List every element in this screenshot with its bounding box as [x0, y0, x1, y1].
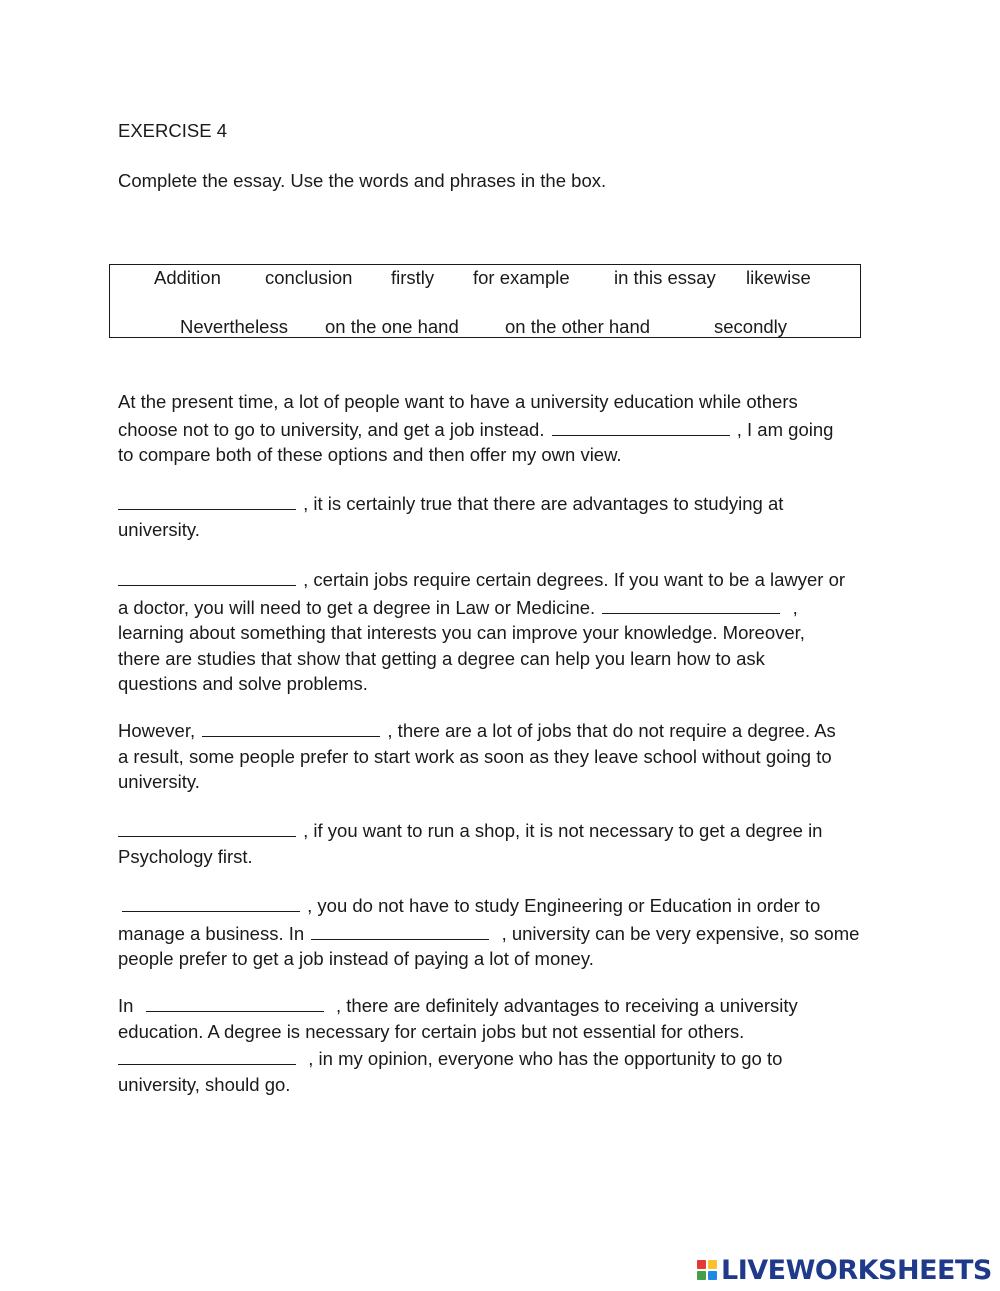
logo-square	[708, 1260, 717, 1269]
essay-text: a doctor, you will need to get a degree in Law or Medicine.	[118, 596, 596, 618]
liveworksheets-logo	[697, 1253, 992, 1287]
answer-blank[interactable]	[552, 415, 730, 436]
essay-text: However,	[118, 720, 196, 741]
essay-line	[118, 489, 898, 517]
essay-line	[118, 919, 898, 947]
essay-line: questions and solve problems.	[118, 673, 368, 694]
essay-text: manage a business. In	[118, 922, 305, 944]
essay-paragraph-4	[118, 716, 898, 795]
essay-line	[118, 816, 898, 844]
essay-line	[118, 991, 898, 1019]
essay-paragraph-7	[118, 991, 898, 1097]
essay-text: , it is certainly true that there are advantages to studying at	[303, 493, 784, 514]
essay-text: , I am going	[736, 418, 834, 440]
answer-blank[interactable]	[146, 991, 324, 1012]
essay-line: to compare both of these options and then offer my own view.	[118, 444, 622, 465]
answer-blank[interactable]	[202, 716, 380, 737]
essay-paragraph-1	[118, 389, 898, 468]
essay-text: , in my opinion, everyone who has the opportunity to go to	[308, 1048, 783, 1069]
word-option: Addition	[154, 267, 221, 288]
logo-text: LIVEWORKSHEETS	[721, 1254, 992, 1286]
essay-text: , university can be very expensive, so some	[501, 922, 860, 944]
essay-text: , if you want to run a shop, it is not necessary to get a degree in	[303, 820, 823, 841]
essay-line: learning about something that interests you can improve your knowledge. Moreover,	[118, 622, 805, 643]
answer-blank[interactable]	[118, 816, 296, 837]
essay-line	[118, 415, 898, 443]
essay-line: a result, some people prefer to start work as soon as they leave school without going to	[118, 745, 832, 767]
word-option: likewise	[746, 267, 811, 288]
essay-line: university.	[118, 518, 200, 540]
essay-paragraph-3	[118, 565, 898, 697]
word-option: Nevertheless	[180, 316, 288, 337]
word-option: firstly	[391, 267, 435, 288]
word-option: on the one hand	[325, 316, 459, 337]
essay-line	[118, 891, 898, 919]
essay-text: , there are definitely advantages to receiving a university	[336, 995, 798, 1016]
essay-line: At the present time, a lot of people want to have a university education while others	[118, 391, 798, 412]
essay-line: people prefer to get a job instead of paying a lot of money.	[118, 948, 594, 969]
essay-paragraph-2	[118, 489, 898, 542]
exercise-heading: EXERCISE 4	[118, 120, 227, 141]
answer-blank[interactable]	[118, 565, 296, 586]
word-box	[109, 264, 861, 338]
essay-line	[118, 716, 898, 744]
essay-line: there are studies that show that getting a degree can help you learn how to ask	[118, 647, 765, 669]
word-option: conclusion	[265, 267, 353, 288]
logo-square	[697, 1260, 706, 1269]
word-option: for example	[473, 267, 570, 288]
exercise-instruction: Complete the essay. Use the words and phrases in the box.	[118, 170, 607, 191]
logo-square	[697, 1271, 706, 1280]
essay-line: university.	[118, 771, 200, 792]
answer-blank[interactable]	[311, 919, 489, 940]
word-option: in this essay	[614, 267, 716, 288]
essay-text: , there are a lot of jobs that do not require a degree. As	[387, 720, 836, 741]
word-option: on the other hand	[505, 316, 651, 337]
essay-text: In	[118, 995, 134, 1016]
essay-text: , you do not have to study Engineering or Education in order to	[307, 895, 821, 916]
essay-paragraph-5	[118, 816, 898, 869]
logo-square	[708, 1271, 717, 1280]
essay-text: , certain jobs require certain degrees. If you want to be a lawyer or	[303, 569, 846, 590]
answer-blank[interactable]	[122, 891, 300, 912]
essay-text: ,	[792, 596, 798, 618]
word-option: secondly	[714, 316, 788, 337]
essay-text: choose not to go to university, and get a job instead.	[118, 418, 545, 440]
liveworksheets-logo-icon	[697, 1260, 717, 1280]
essay-line	[118, 1044, 898, 1072]
essay-line: Psychology first.	[118, 845, 253, 867]
essay-line	[118, 593, 898, 621]
answer-blank[interactable]	[602, 593, 780, 614]
essay-line: education. A degree is necessary for certain jobs but not essential for others.	[118, 1020, 745, 1042]
essay-line: university, should go.	[118, 1073, 291, 1095]
answer-blank[interactable]	[118, 489, 296, 510]
essay-paragraph-6	[118, 891, 898, 972]
essay-line	[118, 565, 898, 593]
answer-blank[interactable]	[118, 1044, 296, 1065]
